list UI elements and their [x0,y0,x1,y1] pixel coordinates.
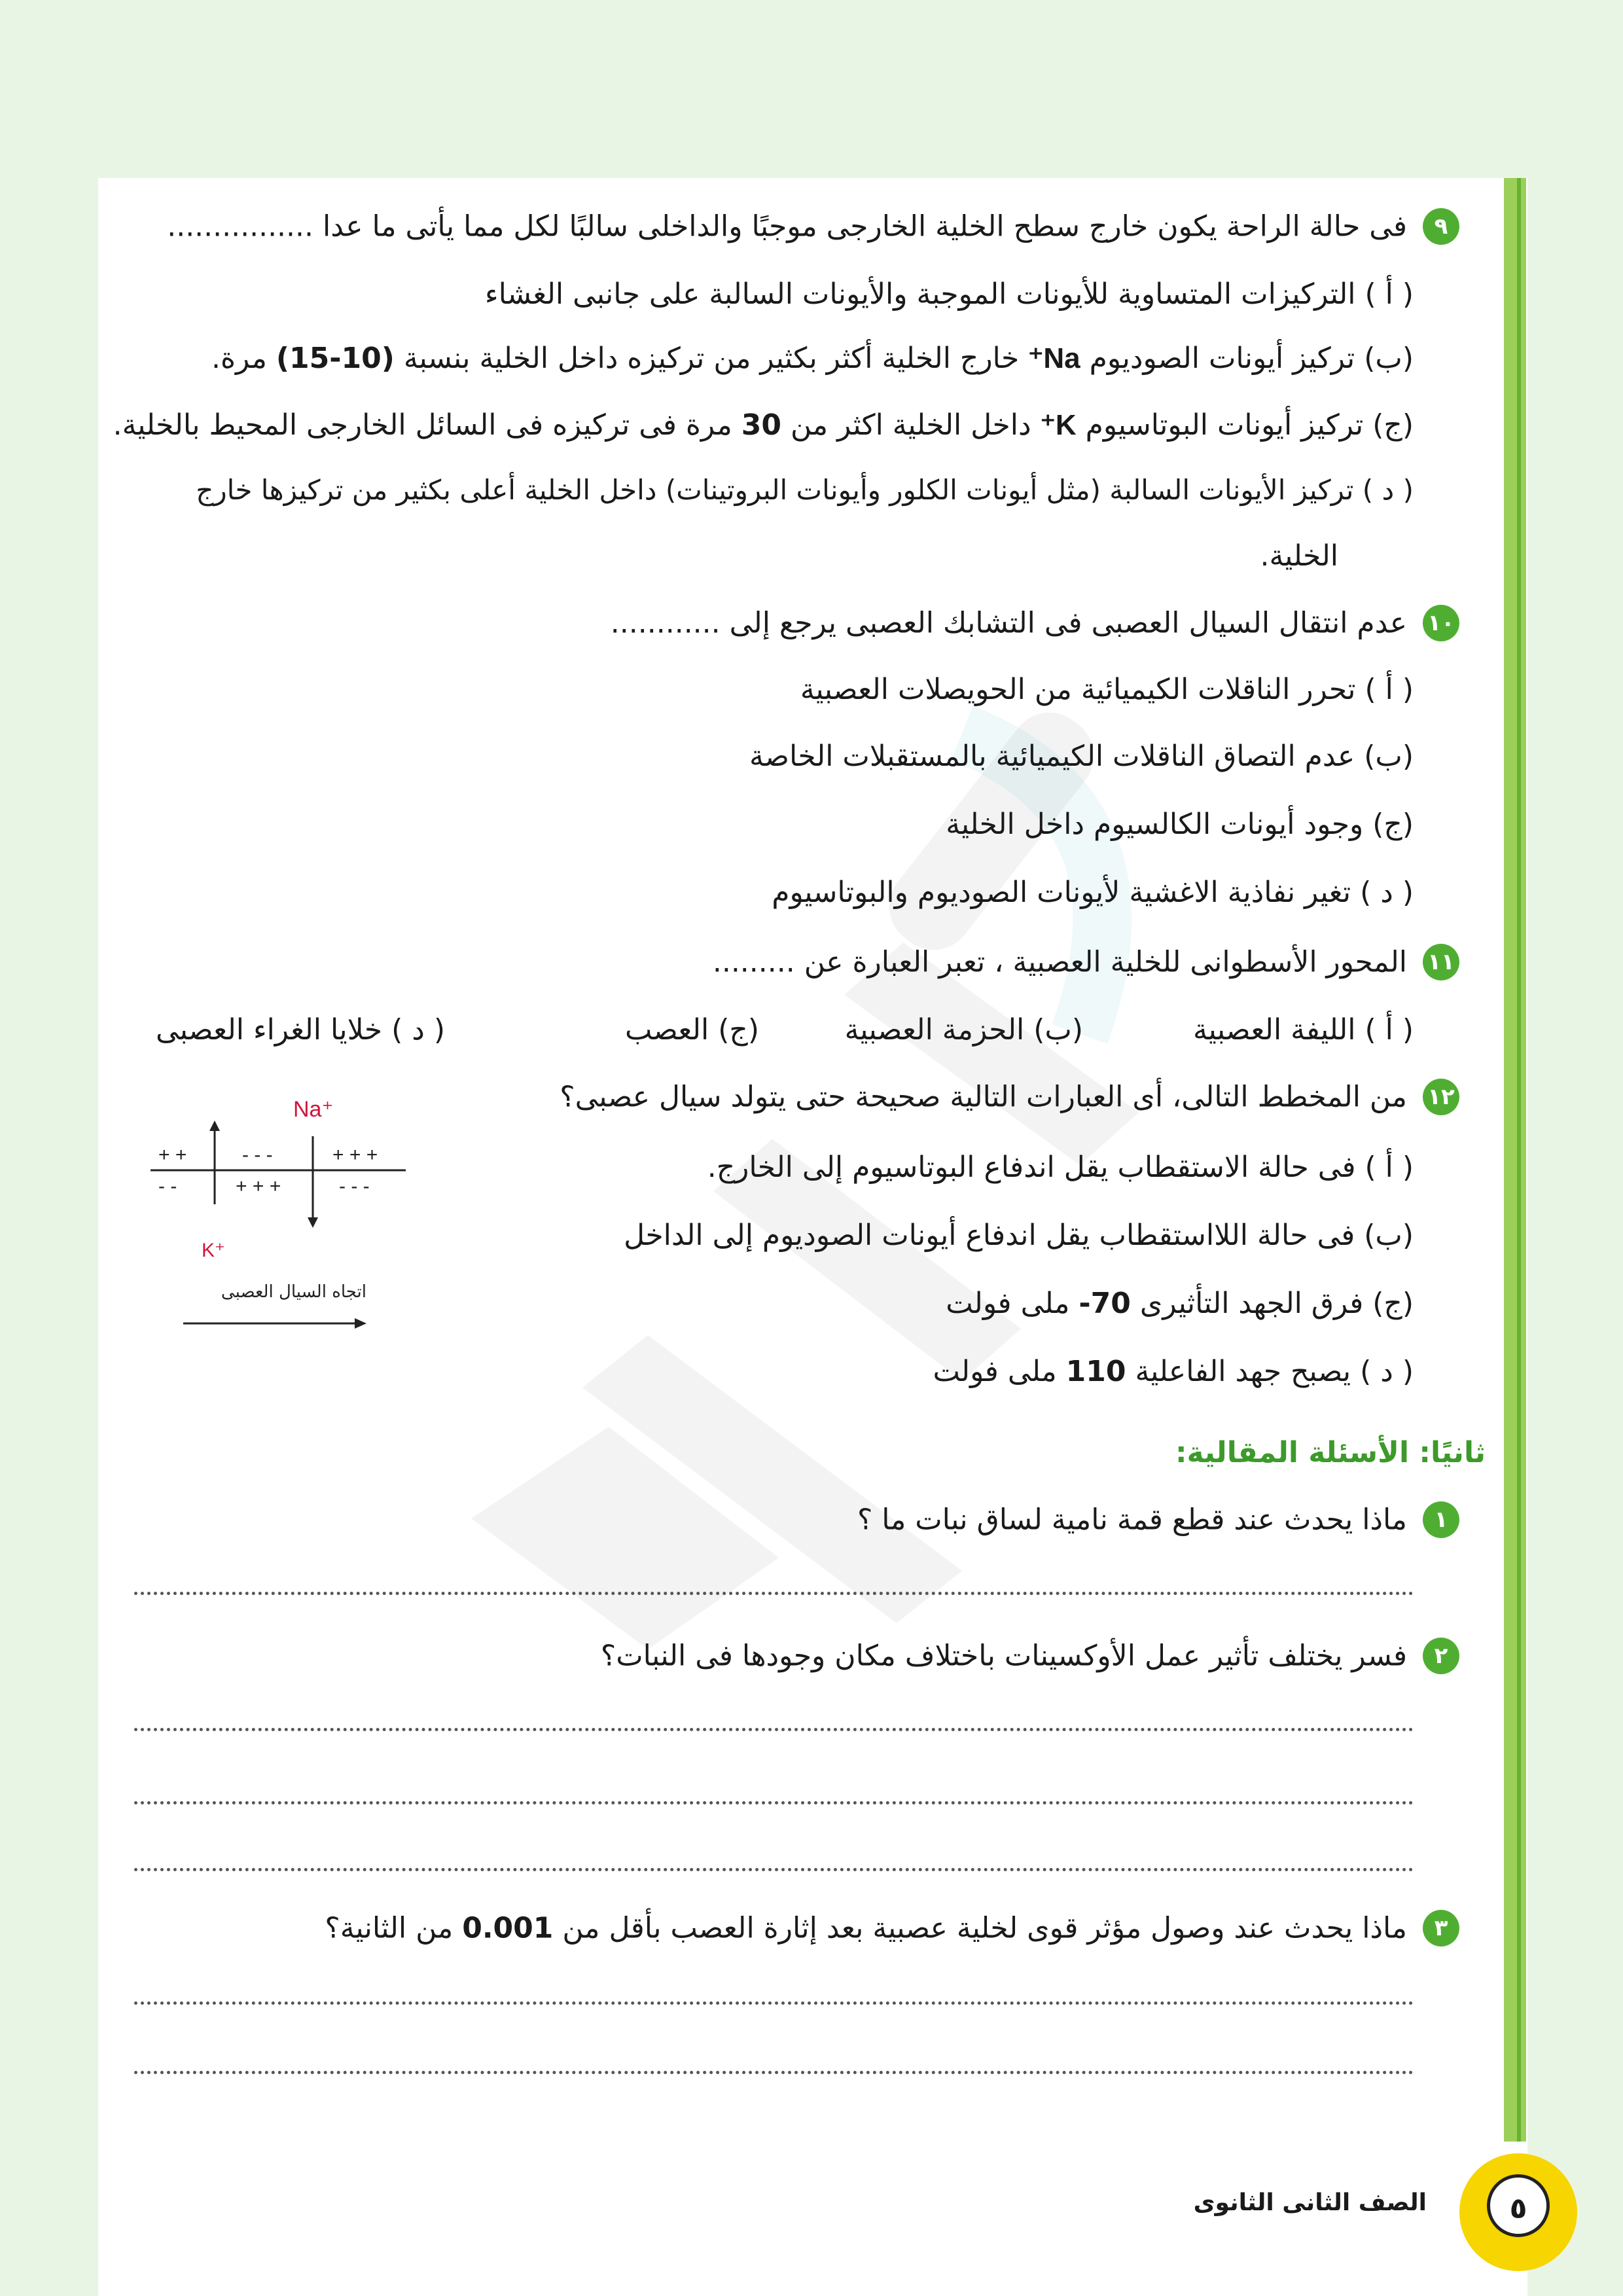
q9-c-end: مرة فى تركيزه فى السائل الخارجى المحيط بالخلية. [113,408,732,442]
q12-c-end: ملى فولت [946,1287,1070,1320]
charge-bottom-mid: + + + [236,1175,281,1197]
section-2-title: ثانيًا: الأسئلة المقالية: [1175,1436,1486,1469]
q10-option-c[interactable]: (ج) وجود أيونات الكالسيوم داخل الخلية [946,808,1414,841]
q9-number-badge: ٩ [1423,208,1459,245]
answer-line-q2-1[interactable] [134,1728,1414,1731]
essay-q3-number: 0.001 [462,1911,554,1945]
q12-option-b[interactable]: (ب) فى حالة اللااستقطاب يقل اندفاع أيونات الصوديوم إلى الداخل [624,1219,1414,1252]
q11-option-b[interactable]: (ب) الحزمة العصبية [844,1013,1083,1047]
q11-stem-text: المحور الأسطوانى للخلية العصبية ، تعبر العبارة عن ......... [712,945,1407,979]
q10-stem-text: عدم انتقال السيال العصبى فى التشابك العصبى يرجع إلى ............ [610,606,1407,640]
q9-option-a[interactable]: ( أ ) التركيزات المتساوية للأيونات الموجبة والأيونات السالبة على جانبى الغشاء [484,278,1414,311]
q9-option-d[interactable]: ( د ) تركيز الأيونات السالبة (مثل أيونات الكلور وأيونات البروتينات) داخل الخلية أعلى بكثير من تركيزها خارج [196,474,1414,506]
essay-q2-text: فسر يختلف تأثير عمل الأوكسينات باختلاف مكان وجودها فى النبات؟ [600,1639,1407,1673]
q10-number-badge: ١٠ [1423,605,1459,641]
q11-option-a[interactable]: ( أ ) الليفة العصبية [1193,1013,1414,1047]
q10-option-a[interactable]: ( أ ) تحرر الناقلات الكيميائية من الحويصلات العصبية [800,673,1414,706]
q9-stem-text: فى حالة الراحة يكون خارج سطح الخلية الخارجى موجبًا والداخلى سالبًا لكل مما يأتى ما عدا ................ [167,209,1407,243]
footer-grade: الصف الثانى الثانوى [1193,2189,1427,2216]
q9-b-end: مرة. [211,342,267,375]
essay-q1-badge: ١ [1423,1501,1459,1538]
q9-c-rest: داخل الخلية اكثر من [791,408,1031,442]
q9-b-ion: Na⁺ [1028,342,1080,374]
q9-b-ratio: (10-15) [276,342,395,375]
q11-option-d[interactable]: ( د ) خلايا الغراء العصبى [156,1013,445,1047]
q12-option-c[interactable] [946,1287,1414,1320]
k-arrowhead [308,1217,318,1228]
answer-line-q3-2[interactable] [134,2071,1414,2074]
charge-bottom-right: - - - [339,1175,370,1197]
na-arrowhead [209,1121,220,1131]
charge-bottom-left: - - [158,1175,177,1197]
q12-number-badge: ١٢ [1423,1079,1459,1115]
q11-option-c[interactable]: (ج) العصب [625,1013,759,1047]
q12-d-prefix: ( د ) يصبح جهد الفاعلية [1135,1355,1414,1388]
q9-b-prefix: (ب) تركيز أيونات الصوديوم [1089,342,1414,375]
k-label: K⁺ [202,1240,225,1261]
q9-option-d-cont: الخلية. [1260,539,1338,573]
q12-d-num: 110 [1065,1355,1126,1388]
q9-option-b[interactable] [211,342,1414,375]
answer-line-q2-2[interactable] [134,1801,1414,1804]
q12-c-num: -70 [1079,1287,1131,1320]
q11-stem [713,944,1459,980]
q12-option-a[interactable]: ( أ ) فى حالة الاستقطاب يقل اندفاع البوتاسيوم إلى الخارج. [707,1151,1414,1184]
q9-c-prefix: (ج) تركيز أيونات البوتاسيوم [1085,408,1414,442]
q11-number-badge: ١١ [1423,944,1459,980]
direction-arrowhead [355,1318,366,1329]
essay-q2-badge: ٢ [1423,1638,1459,1674]
q12-option-d[interactable] [933,1355,1414,1388]
q9-c-ion: K⁺ [1040,409,1077,441]
direction-label: اتجاه السيال العصبى [221,1282,366,1302]
q10-option-b[interactable]: (ب) عدم التصاق الناقلات الكيميائية بالمستقبلات الخاصة [749,740,1414,773]
essay-q3-badge: ٣ [1423,1910,1459,1946]
q9-c-num: 30 [741,408,782,442]
q12-d-end: ملى فولت [933,1355,1057,1388]
essay-q3 [325,1910,1459,1946]
answer-line-q3-1[interactable] [134,2001,1414,2005]
q9-b-rest: خارج الخلية أكثر بكثير من تركيزه داخل الخلية بنسبة [403,342,1020,375]
q10-stem [611,605,1459,641]
page-number: ٥ [1487,2174,1550,2237]
side-bar-line [1517,178,1521,2142]
essay-q1-text: ماذا يحدث عند قطع قمة نامية لساق نبات ما ؟ [857,1503,1407,1537]
answer-line-q1[interactable] [134,1592,1414,1595]
charge-top-left: + + [158,1144,187,1166]
charge-top-mid: - - - [242,1144,273,1166]
answer-line-q2-3[interactable] [134,1868,1414,1871]
essay-q1 [857,1501,1459,1538]
side-bar [1504,178,1526,2142]
q12-c-prefix: (ج) فرق الجهد التأثيرى [1139,1287,1414,1320]
na-label: Na⁺ [293,1097,334,1122]
charge-top-right: + + + [332,1144,378,1166]
q10-option-d[interactable]: ( د ) تغير نفاذية الاغشية لأيونات الصوديوم والبوتاسيوم [772,876,1414,909]
essay-q3-prefix: ماذا يحدث عند وصول مؤثر قوى لخلية عصبية بعد إثارة العصب بأقل من [562,1911,1407,1945]
nerve-impulse-diagram [151,1093,419,1335]
q12-stem [560,1079,1459,1115]
essay-q3-end: من الثانية؟ [325,1911,454,1945]
q9-option-c[interactable] [113,408,1414,442]
q9-stem [167,208,1459,245]
q12-stem-text: من المخطط التالى، أى العبارات التالية صحيحة حتى يتولد سيال عصبى؟ [560,1080,1407,1114]
essay-q2 [601,1638,1459,1674]
